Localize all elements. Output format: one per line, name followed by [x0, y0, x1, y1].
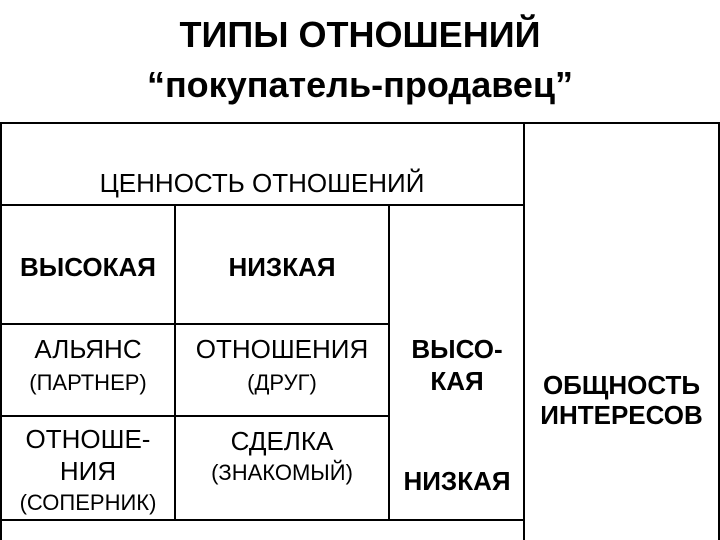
row-divider-1 — [0, 323, 390, 325]
page-title: ТИПЫ ОТНОШЕНИЙ — [179, 14, 541, 55]
cell-deal-name: СДЕЛКА — [230, 426, 334, 456]
cell-alliance-name: АЛЬЯНС — [34, 334, 142, 364]
cell-deal-role: (ЗНАКОМЫЙ) — [211, 460, 353, 485]
table-border-top — [0, 122, 720, 124]
side-label-1: ОБЩНОСТЬ — [542, 370, 701, 400]
cell-relations-role: (ДРУГ) — [247, 370, 317, 395]
row-divider-2 — [0, 415, 390, 417]
cell-rivalry-name-1: ОТНОШЕ- — [25, 424, 151, 454]
page-subtitle: “покупатель-продавец” — [146, 64, 574, 105]
header-divider — [0, 204, 524, 206]
matrix-header: ЦЕННОСТЬ ОТНОШЕНИЙ — [99, 168, 425, 198]
row-divider-bottom — [0, 519, 525, 521]
side-label-2: ИНТЕРЕСОВ — [540, 400, 703, 430]
cell-rivalry-role: (СОПЕРНИК) — [19, 490, 157, 515]
cell-alliance-role: (ПАРТНЕР) — [29, 370, 147, 395]
row-label-high-1: ВЫСО- — [411, 334, 503, 364]
cell-relations-name: ОТНОШЕНИЯ — [195, 334, 369, 364]
cell-rivalry-name-2: НИЯ — [59, 456, 117, 486]
col-label-low: НИЗКАЯ — [228, 252, 336, 282]
col-label-high: ВЫСОКАЯ — [20, 252, 156, 282]
row-label-high-2: КАЯ — [430, 366, 484, 396]
row-label-low: НИЗКАЯ — [403, 466, 511, 496]
